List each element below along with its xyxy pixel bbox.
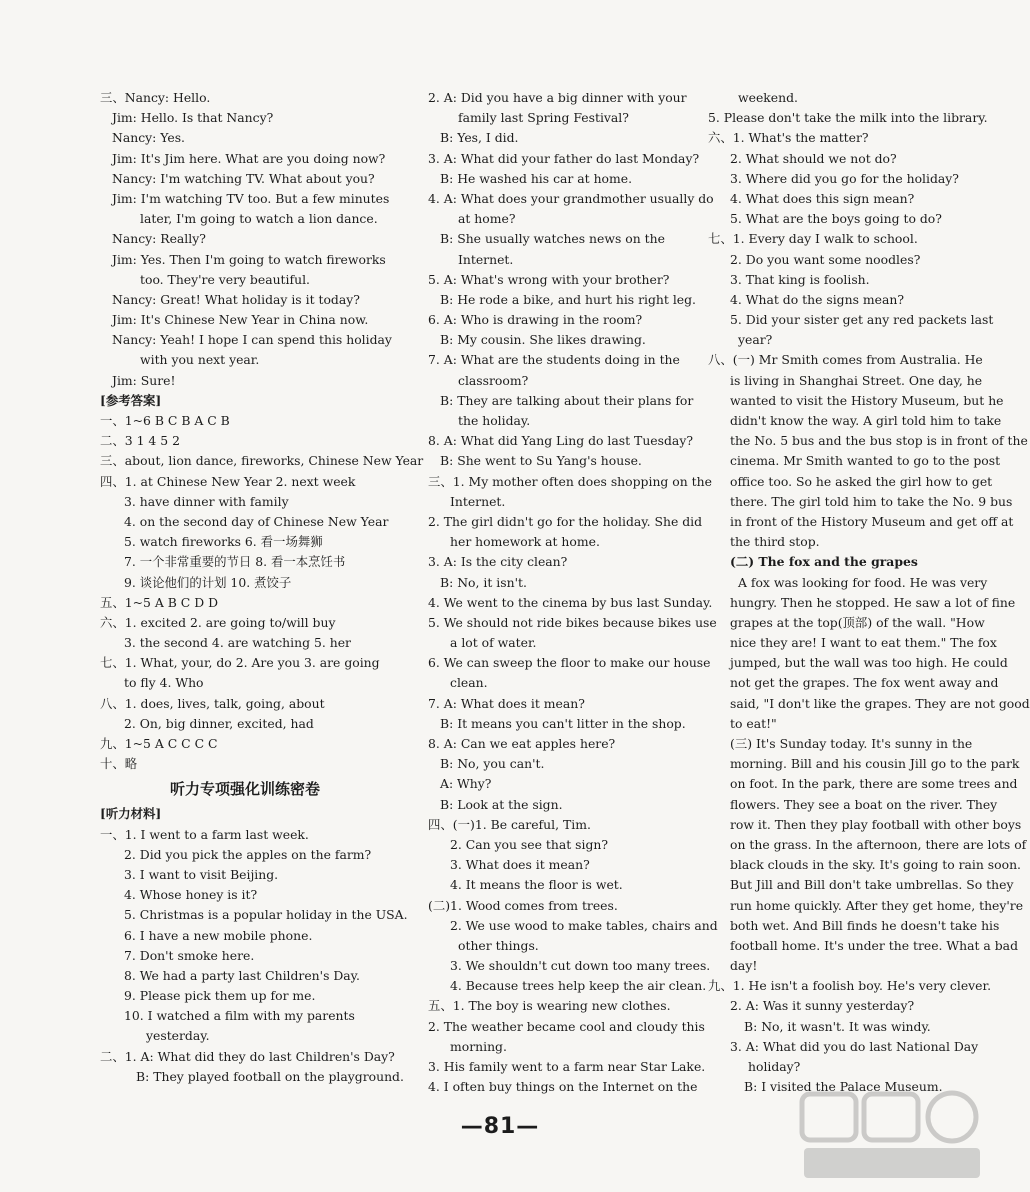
text-line: B: No, you can't. [440, 756, 545, 772]
text-line: 六、1. excited 2. are going to/will buy [100, 614, 336, 630]
text-line: Nancy: Yeah! I hope I can spend this holiday [112, 332, 392, 348]
text-line: 5. Did your sister get any red packets last [730, 312, 994, 328]
text-line: other things. [458, 937, 539, 953]
text-line: 二、3 1 4 5 2 [100, 433, 180, 449]
text-line: 3. We shouldn't cut down too many trees. [450, 958, 711, 974]
text-line: 5. A: What's wrong with your brother? [428, 271, 670, 287]
text-line: B: I visited the Palace Museum. [744, 1079, 943, 1095]
text-line: later, I'm going to watch a lion dance. [140, 211, 378, 227]
text-line: 5. Please don't take the milk into the library. [708, 110, 988, 126]
text-line: row it. Then they play football with other boys [730, 816, 1022, 832]
text-line: to fly 4. Who [124, 675, 204, 691]
text-line: wanted to visit the History Museum, but he [730, 392, 1004, 408]
text-line: 3. What does it mean? [450, 857, 590, 873]
text-line: her homework at home. [450, 534, 600, 550]
text-line: grapes at the top(顶部) of the wall. "How [730, 614, 985, 630]
text-line: 3. Where did you go for the holiday? [730, 170, 959, 186]
text-line: 三、about, lion dance, fireworks, Chinese New Year [100, 453, 424, 469]
text-line: hungry. Then he stopped. He saw a lot of fine [730, 594, 1016, 610]
text-line: B: No, it isn't. [440, 574, 527, 590]
text-line: 六、1. What's the matter? [708, 130, 869, 146]
text-line: jumped, but the wall was too high. He could [730, 655, 1008, 671]
text-line: B: He washed his car at home. [440, 170, 633, 186]
text-line: 6. A: Who is drawing in the room? [428, 312, 643, 328]
text-line: 十、略 [100, 756, 138, 772]
text-line: But Jill and Bill don't take umbrellas. So they [730, 877, 1014, 893]
text-line: 2. We use wood to make tables, chairs and [450, 917, 718, 933]
text-line: not get the grapes. The fox went away and [730, 675, 999, 691]
middle-column [428, 88, 718, 1097]
text-line: black clouds in the sky. It's going to rain soon. [730, 857, 1021, 873]
text-line: both wet. And Bill finds he doesn't take his [730, 917, 1000, 933]
text-line: office too. So he asked the girl how to get [730, 473, 993, 489]
text-line: run home quickly. After they get home, they're [730, 897, 1024, 913]
text-line: 2. The girl didn't go for the holiday. She did [428, 513, 703, 529]
text-line: 4. It means the floor is wet. [450, 877, 623, 893]
text-line: (三) It's Sunday today. It's sunny in the [730, 736, 973, 751]
text-line: 7. Don't smoke here. [124, 947, 255, 963]
text-line: morning. Bill and his cousin Jill go to the park [730, 756, 1020, 772]
text-line: 八、1. does, lives, talk, going, about [100, 695, 325, 711]
text-line: (二) The fox and the grapes [730, 554, 918, 570]
text-line: Nancy: Really? [112, 231, 206, 247]
text-line: holiday? [748, 1059, 801, 1074]
text-line: B: My cousin. She likes drawing. [440, 332, 646, 348]
text-line: 2. The weather became cool and cloudy this [428, 1018, 705, 1034]
text-line: to eat!" [730, 715, 777, 731]
text-line: 五、1. The boy is wearing new clothes. [428, 998, 671, 1014]
text-line: 3. the second 4. are watching 5. her [124, 635, 351, 651]
text-line: 8. A: Can we eat apples here? [428, 736, 616, 751]
text-line: 3. have dinner with family [124, 493, 289, 509]
text-line: 2. Can you see that sign? [450, 836, 609, 852]
text-line: 4. Whose honey is it? [124, 887, 258, 903]
text-line: day! [730, 958, 758, 974]
text-line: 三、1. My mother often does shopping on the [428, 473, 712, 489]
text-line: the No. 5 bus and the bus stop is in front of the [730, 433, 1028, 449]
text-line: year? [738, 332, 773, 348]
text-line: 八、(一) Mr Smith comes from Australia. He [708, 352, 983, 368]
text-line: cinema. Mr Smith wanted to go to the post [730, 453, 1001, 469]
text-line: [参考答案] [100, 392, 162, 408]
text-line: 3. His family went to a farm near Star Lake. [428, 1059, 706, 1074]
text-line: family last Spring Festival? [458, 110, 629, 126]
text-line: 6. We can sweep the floor to make our house [428, 655, 711, 671]
text-line: nice they are! I want to eat them." The fox [730, 635, 997, 651]
text-line: 2. On, big dinner, excited, had [124, 715, 314, 731]
text-line: 7. 一个非常重要的节日 8. 看一本烹饪书 [124, 554, 346, 570]
text-line: B: Yes, I did. [440, 130, 519, 146]
text-line: 2. Did you pick the apples on the farm? [124, 846, 372, 862]
text-line: 4. What do the signs mean? [730, 291, 904, 307]
text-line: said, "I don't like the grapes. They are not good [730, 695, 1030, 711]
text-line: 一、1~6 B C B A C B [100, 413, 230, 428]
text-line: 四、(一)1. Be careful, Tim. [428, 816, 591, 832]
text-line: 2. A: Did you have a big dinner with your [428, 90, 687, 105]
text-line: 7. A: What are the students doing in the [428, 352, 680, 368]
text-line: Nancy: I'm watching TV. What about you? [112, 170, 375, 186]
text-line: 10. I watched a film with my parents [124, 1008, 355, 1024]
text-line: 九、1. He isn't a foolish boy. He's very clever. [708, 978, 992, 994]
text-line: 7. A: What does it mean? [428, 695, 585, 711]
text-line: B: No, it wasn't. It was windy. [744, 1018, 931, 1034]
text-line: the third stop. [730, 534, 820, 550]
text-line: in front of the History Museum and get off at [730, 513, 1014, 529]
text-line: [听力材料] [100, 806, 162, 822]
text-line: 3. A: Is the city clean? [428, 554, 568, 570]
text-line: B: He rode a bike, and hurt his right leg. [440, 291, 696, 307]
text-line: 5. We should not ride bikes because bikes use [428, 614, 717, 630]
text-line: 6. I have a new mobile phone. [124, 927, 313, 943]
text-line: 4. Because trees help keep the air clean. [450, 978, 707, 994]
text-line: weekend. [738, 90, 798, 105]
watermark-logo-icon [796, 1090, 986, 1182]
section-title: 听力专项强化训练密卷 [169, 780, 320, 799]
text-line: 四、1. at Chinese New Year 2. next week [100, 473, 356, 489]
text-line: A fox was looking for food. He was very [738, 574, 988, 590]
text-line: 3. A: What did your father do last Monday? [428, 150, 700, 166]
text-line: too. They're very beautiful. [140, 271, 310, 287]
text-line: (二)1. Wood comes from trees. [428, 897, 618, 913]
text-line: B: They are talking about their plans for [440, 392, 694, 408]
text-line: 一、1. I went to a farm last week. [100, 826, 309, 842]
text-line: 8. We had a party last Children's Day. [124, 967, 360, 983]
text-line: Jim: Hello. Is that Nancy? [112, 110, 274, 126]
text-line: on the grass. In the afternoon, there are lots of [730, 836, 1027, 852]
text-line: B: She usually watches news on the [440, 231, 665, 247]
text-line: 9. 谈论他们的计划 10. 煮饺子 [124, 574, 292, 590]
text-line: B: She went to Su Yang's house. [440, 453, 642, 469]
text-line: 4. We went to the cinema by bus last Sunday. [428, 594, 713, 610]
text-line: there. The girl told him to take the No. 9 bus [730, 493, 1013, 509]
text-line: morning. [450, 1038, 507, 1054]
text-line: 5. What are the boys going to do? [730, 211, 942, 227]
text-line: 九、1~5 A C C C C [100, 736, 218, 751]
text-line: 二、1. A: What did they do last Children's Day? [100, 1048, 395, 1064]
right-column [708, 88, 1030, 1097]
text-line: B: It means you can't litter in the shop. [440, 715, 686, 731]
page-number: —81— [460, 1114, 540, 1139]
text-line: is living in Shanghai Street. One day, he [730, 372, 983, 388]
text-line: Jim: I'm watching TV too. But a few minutes [112, 190, 390, 206]
text-line: Jim: Yes. Then I'm going to watch fireworks [112, 251, 386, 267]
text-line: B: Look at the sign. [440, 796, 563, 812]
text-line: 3. I want to visit Beijing. [124, 866, 279, 882]
text-line: 3. That king is foolish. [730, 271, 870, 287]
text-line: Jim: It's Chinese New Year in China now. [112, 312, 369, 328]
text-line: the holiday. [458, 413, 531, 428]
text-line: 4. on the second day of Chinese New Year [124, 513, 389, 529]
text-line: 3. A: What did you do last National Day [730, 1038, 979, 1054]
text-line: 2. Do you want some noodles? [730, 251, 921, 267]
text-line: Nancy: Yes. [112, 130, 185, 146]
text-line: clean. [450, 675, 488, 691]
text-line: 9. Please pick them up for me. [124, 988, 316, 1004]
text-line: Jim: It's Jim here. What are you doing now? [112, 150, 386, 166]
text-line: didn't know the way. A girl told him to take [730, 413, 1002, 428]
text-line: Jim: Sure! [112, 372, 176, 388]
text-line: 七、1. Every day I walk to school. [708, 231, 918, 247]
text-line: 5. Christmas is a popular holiday in the USA. [124, 907, 408, 923]
text-line: a lot of water. [450, 635, 537, 651]
text-line: at home? [458, 211, 516, 227]
text-line: B: They played football on the playground. [136, 1068, 404, 1084]
text-line: A: Why? [440, 776, 492, 792]
text-line: 2. What should we not do? [730, 150, 897, 166]
text-line: Internet. [450, 493, 506, 509]
text-line: 8. A: What did Yang Ling do last Tuesday? [428, 433, 693, 449]
text-line: 三、Nancy: Hello. [100, 90, 211, 105]
text-line: yesterday. [146, 1028, 210, 1044]
text-line: with you next year. [140, 352, 260, 368]
text-line: 七、1. What, your, do 2. Are you 3. are going [100, 655, 380, 671]
text-line: Internet. [458, 251, 514, 267]
text-line: football home. It's under the tree. What a bad [730, 937, 1019, 953]
text-line: flowers. They see a boat on the river. They [730, 796, 998, 812]
text-line: 4. I often buy things on the Internet on the [428, 1079, 698, 1095]
text-line: on foot. In the park, there are some trees and [730, 776, 1018, 792]
text-line: 五、1~5 A B C D D [100, 594, 219, 610]
text-line: 4. A: What does your grandmother usually do [428, 190, 714, 206]
text-line: 2. A: Was it sunny yesterday? [730, 998, 915, 1014]
left-column [100, 88, 424, 1087]
text-line: Nancy: Great! What holiday is it today? [112, 291, 360, 307]
text-line: 5. watch fireworks 6. 看一场舞狮 [124, 534, 323, 550]
text-line: classroom? [458, 372, 529, 388]
text-line: 4. What does this sign mean? [730, 190, 915, 206]
